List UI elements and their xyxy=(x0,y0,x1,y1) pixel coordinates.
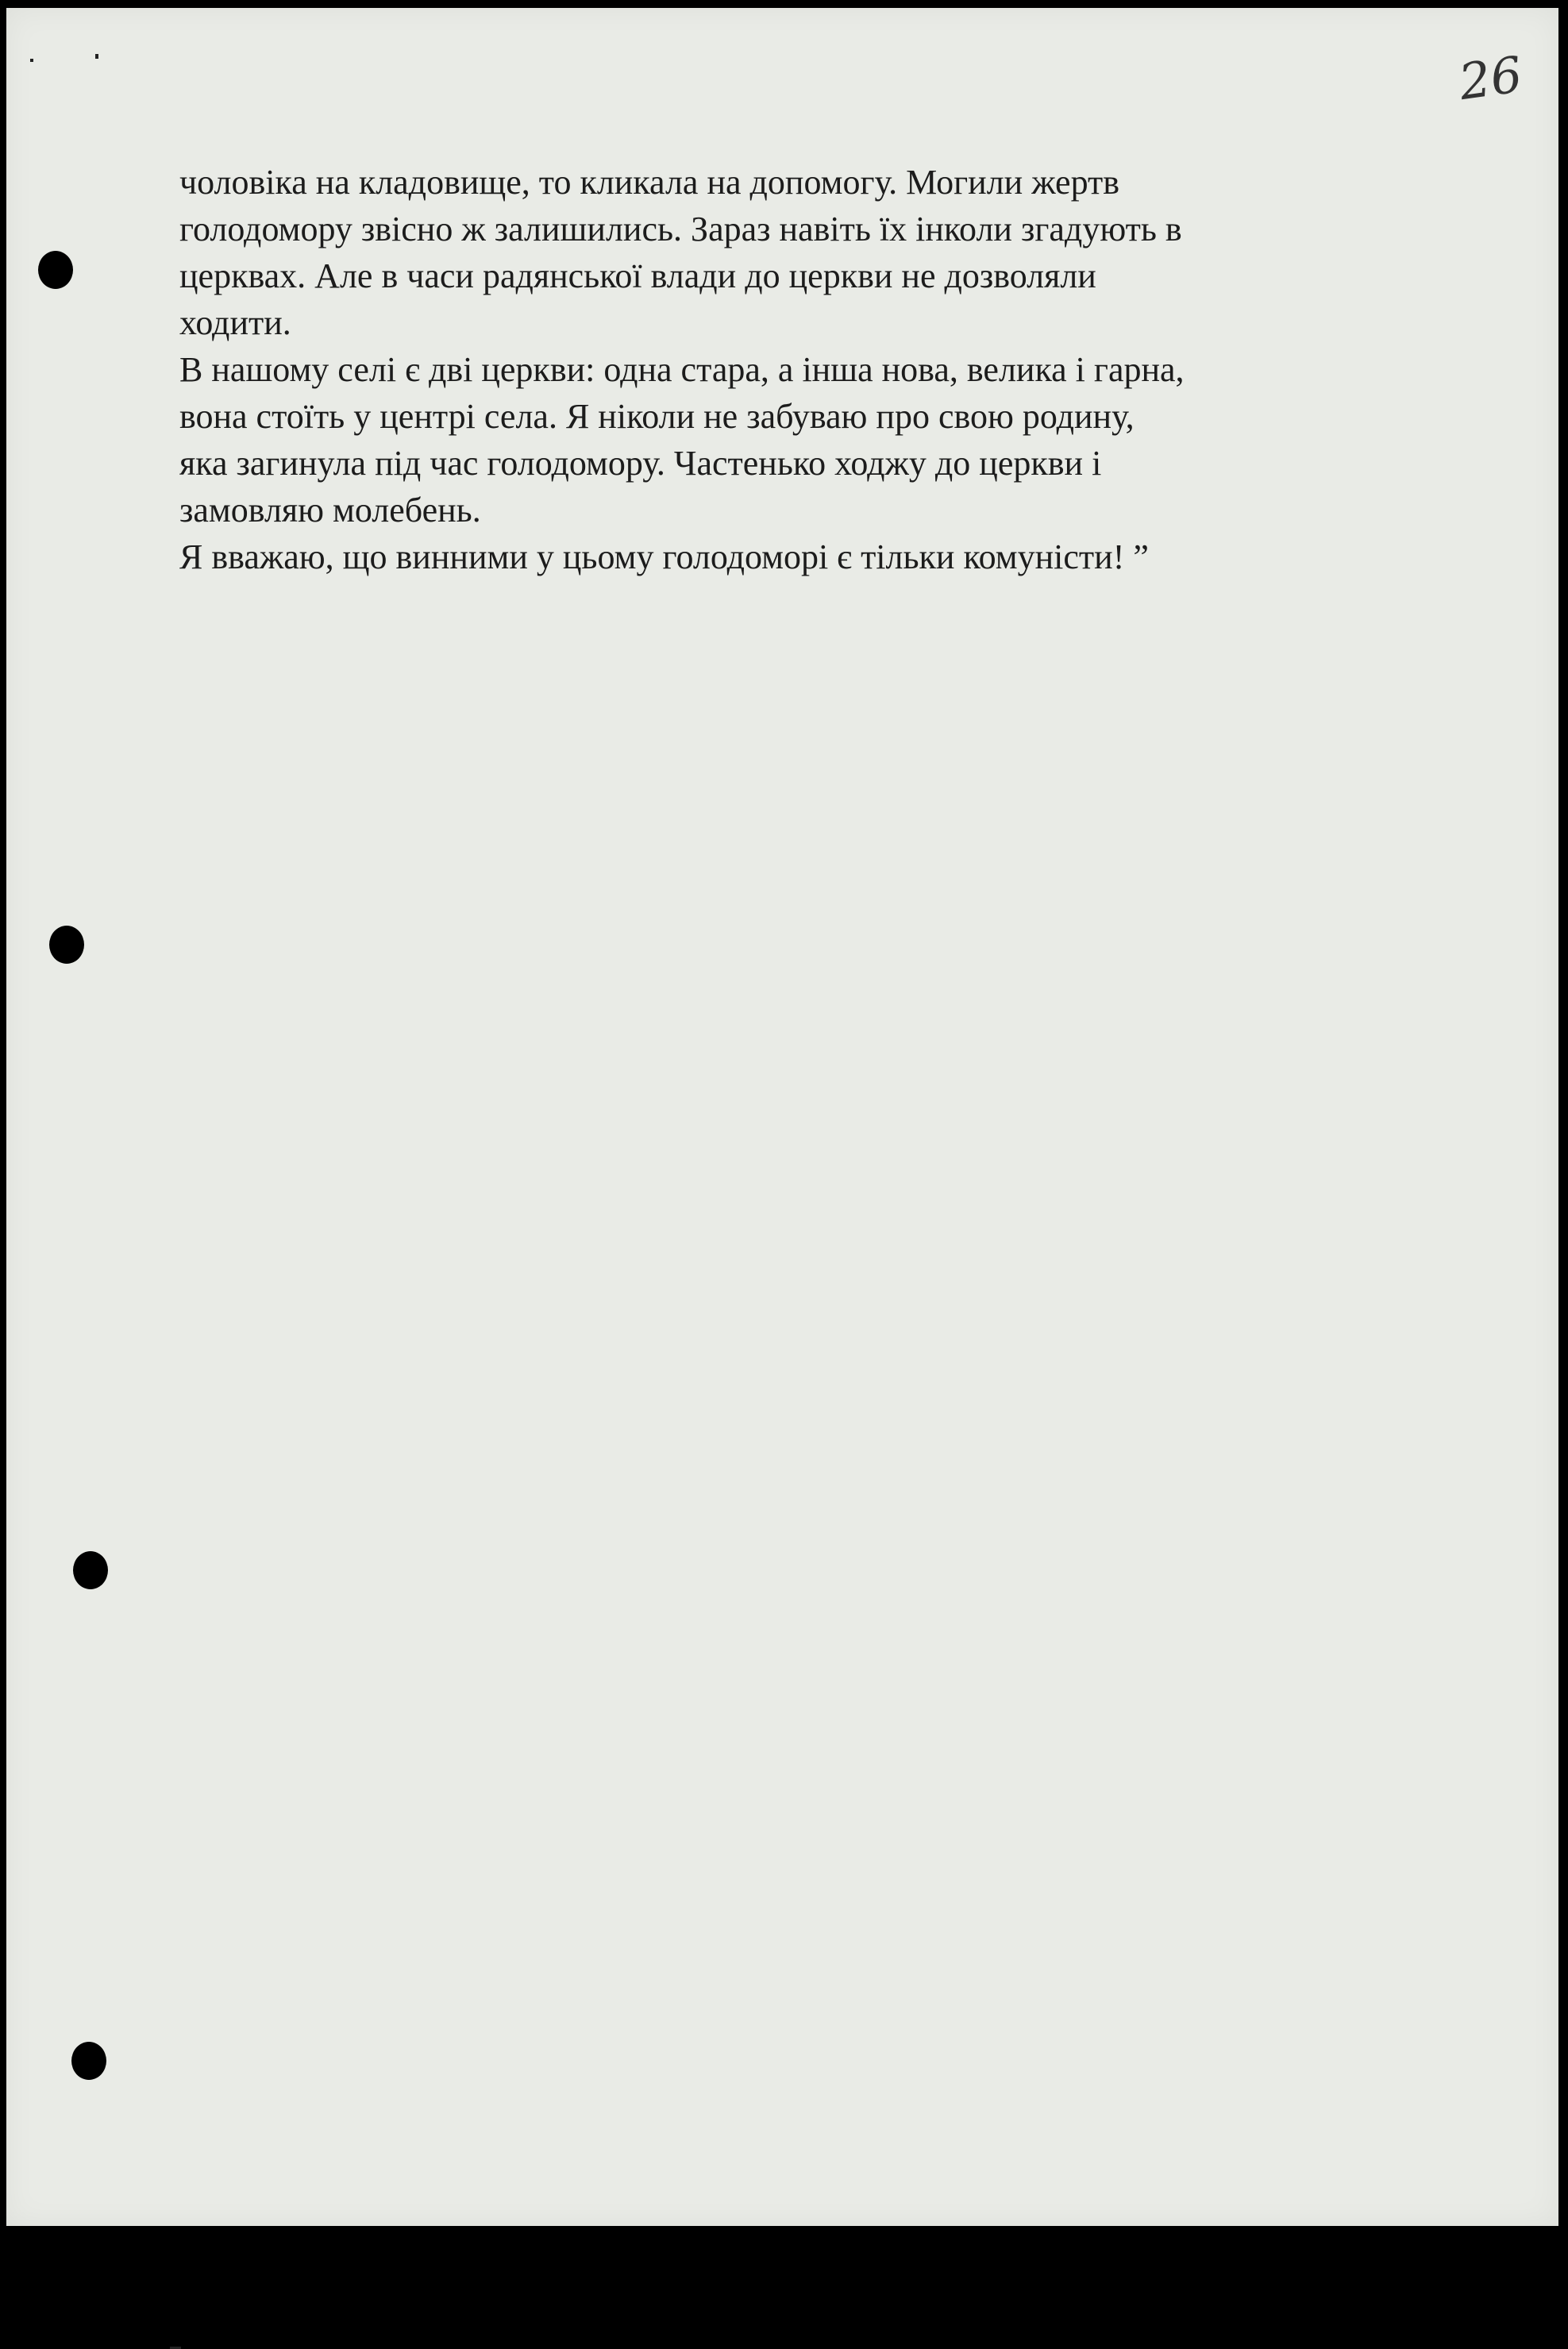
text-line: яка загинула під час голодомору. Частенько ходжу до церкви і xyxy=(179,444,1102,483)
text-line: замовляю молебень. xyxy=(179,491,481,529)
punch-hole xyxy=(49,926,84,964)
handwritten-page-number: 26 xyxy=(1455,44,1526,112)
punch-hole xyxy=(73,1551,108,1589)
text-line: вона стоїть у центрі села. Я ніколи не забуваю про свою родину, xyxy=(179,397,1135,436)
punch-hole xyxy=(38,251,73,289)
text-line: Я вважаю, що винними у цьому голодоморі є тільки комуністи! ” xyxy=(179,537,1149,576)
scan-speck xyxy=(30,59,33,62)
scan-speck xyxy=(95,54,98,59)
text-line: В нашому селі є дві церкви: одна стара, а інша нова, велика і гарна, xyxy=(179,350,1185,389)
text-line: ходити. xyxy=(179,303,291,342)
punch-hole xyxy=(71,2042,106,2080)
text-line: голодомору звісно ж залишились. Зараз навіть їх інколи згадують в xyxy=(179,210,1182,248)
text-line: церквах. Але в часи радянської влади до церкви не дозволяли xyxy=(179,256,1096,295)
text-line: чоловіка на кладовище, то кликала на допомогу. Могили жертв xyxy=(179,163,1120,202)
body-text xyxy=(179,159,1418,580)
document-page xyxy=(6,8,1558,2226)
